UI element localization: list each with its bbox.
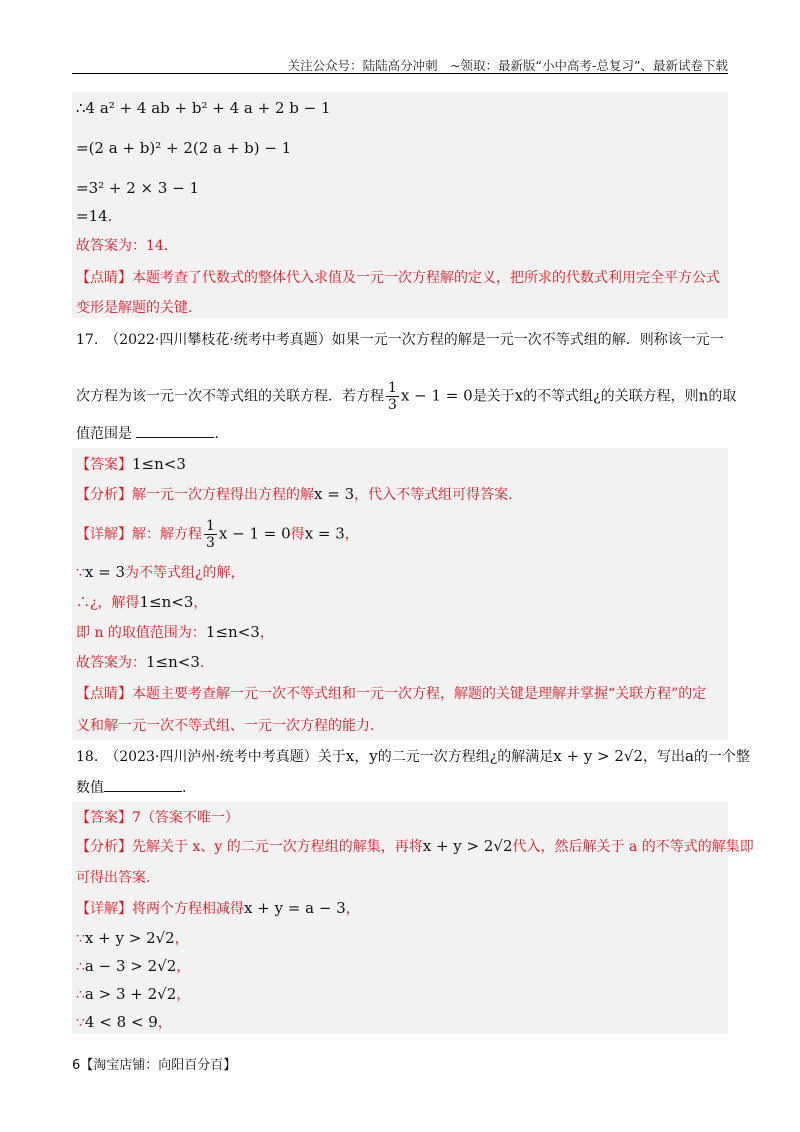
q18-stem-2-end: . bbox=[182, 780, 187, 796]
q18-analysis-tag: 【分析】 bbox=[76, 839, 132, 855]
q17-d4-a: 即 n 的取值范围为： bbox=[76, 625, 206, 641]
q17-answer-tag: 【答案】 bbox=[76, 457, 132, 473]
q16-line-1: ∴4 a² + 4 ab + b² + 4 a + 2 b − 1 bbox=[76, 99, 331, 117]
q17-answer-line bbox=[76, 454, 186, 475]
q18-stem-2: 数值 bbox=[76, 780, 104, 796]
q16-line-3: =3² + 2 × 3 − 1 bbox=[76, 179, 200, 197]
q17-d5-a: 故答案为： bbox=[76, 655, 146, 671]
q18-vars: x，y bbox=[345, 747, 378, 765]
q17-d5-b: 1≤n<3 bbox=[146, 653, 200, 671]
q17-fraction bbox=[386, 380, 399, 413]
q17-detail-fraction bbox=[204, 518, 217, 551]
q18-d3-a: ∴ bbox=[76, 959, 85, 975]
q18-detail-a: 将两个方程相减得 bbox=[132, 901, 244, 917]
q18-answer-line bbox=[76, 808, 239, 828]
q18-detail-c: ， bbox=[345, 901, 360, 917]
q18-analysis-b: x + y > 2√2 bbox=[422, 837, 513, 855]
q18-stem-line-2 bbox=[76, 778, 186, 798]
q17-detail-frac-num: 1 bbox=[206, 518, 215, 534]
q18-stem-1e: ，写出 bbox=[643, 749, 686, 765]
q17-var-x: x bbox=[514, 386, 524, 405]
q18-stem-1a: 18. （2023·四川泸州·统考中考真题）关于 bbox=[76, 749, 346, 765]
q18-d3-b: a − 3 > 2√2 bbox=[84, 957, 177, 975]
q17-stem-2a: 次方程为该一元一次不等式组的关联方程．若方程 bbox=[76, 388, 384, 405]
q17-stem-2g: 的取 bbox=[708, 388, 737, 405]
page-footer bbox=[72, 1054, 236, 1073]
q18-stem-1g: 的一个整 bbox=[694, 749, 750, 765]
q17-var-n: n bbox=[698, 386, 709, 405]
q17-detail-line-3 bbox=[76, 592, 207, 613]
q17-comment-line-2: 义和解一元一次不等式组、一元一次方程的能力. bbox=[76, 718, 375, 734]
q17-analysis-b: x = 3 bbox=[314, 485, 355, 503]
q17-comment-text-1: 本题主要考查解一元一次不等式组和一元一次方程，解题的关键是理解并掌握“关联方程”的定 bbox=[132, 686, 707, 702]
q18-d5-a: ∵ bbox=[76, 1015, 85, 1031]
q17-d3-b: 1≤n<3 bbox=[139, 593, 194, 611]
q17-analysis-c: ，代入不等式组可得答案. bbox=[354, 487, 513, 503]
q16-comment-line-2: 变形是解题的关键. bbox=[76, 300, 193, 316]
q18-answer-tag: 【答案】 bbox=[76, 810, 132, 826]
q17-stem-2c: 是关于 bbox=[472, 388, 515, 405]
q18-d2-a: ∵ bbox=[76, 931, 85, 947]
q17-answer-blank bbox=[136, 425, 214, 438]
q17-detail-c: 得 bbox=[290, 526, 305, 543]
q18-analysis-line-2: 可得出答案. bbox=[76, 870, 151, 886]
q17-d5-c: . bbox=[199, 655, 205, 671]
q18-var-a: a bbox=[685, 747, 694, 765]
q17-d4-c: ， bbox=[259, 625, 274, 641]
q16-comment-tag: 【点睛】 bbox=[76, 270, 132, 286]
q16-comment-line-1 bbox=[76, 268, 720, 288]
header-rule bbox=[72, 73, 728, 74]
q18-analysis-line-1 bbox=[76, 836, 754, 857]
q16-line-4-end: . bbox=[107, 207, 113, 225]
q17-detail-d: x = 3 bbox=[304, 524, 345, 543]
q17-detail-line-5 bbox=[76, 652, 204, 673]
q17-detail-tag: 【详解】 bbox=[76, 526, 132, 543]
q18-d5-b: 4 < 8 < 9 bbox=[84, 1013, 158, 1031]
q18-detail-line-3 bbox=[76, 956, 190, 977]
q18-d4-b: a > 3 + 2√2 bbox=[84, 985, 177, 1003]
q17-detail-line bbox=[76, 518, 359, 551]
q17-stem-3: 值范围是 bbox=[76, 426, 132, 442]
q18-d2-b: x + y > 2√2 bbox=[84, 929, 175, 947]
q17-stem-line-1: 17. （2022·四川攀枝花·统考中考真题）如果一元一次方程的解是一元一次不等式组的解．则称该一元一 bbox=[76, 332, 724, 348]
q16-comment-text-1: 本题考查了代数式的整体代入求值及一元一次方程解的定义，把所求的代数式利用完全平方公式 bbox=[132, 270, 720, 286]
q17-detail-e: ， bbox=[344, 526, 359, 543]
q17-comment-tag: 【点睛】 bbox=[76, 686, 132, 702]
q17-stem-3-end: . bbox=[214, 426, 219, 442]
q17-stem-2e: 的不等式组¿的关联方程，则 bbox=[523, 388, 699, 405]
q16-line-2: =(2 a + b)² + 2(2 a + b) − 1 bbox=[76, 139, 292, 157]
q17-d2-a: ∵ bbox=[76, 565, 85, 581]
q16-line-4-value: =14 bbox=[76, 207, 108, 225]
q18-stem-1c: 的二元一次方程组¿的解满足 bbox=[377, 749, 554, 765]
q17-detail-frac-den: 3 bbox=[206, 535, 215, 551]
q18-detail-line-2 bbox=[76, 928, 189, 949]
q18-answer: 7（答案不唯一） bbox=[132, 810, 239, 826]
q17-stem-line-2 bbox=[76, 380, 736, 413]
q17-frac-num: 1 bbox=[388, 380, 397, 396]
q18-answer-blank bbox=[104, 779, 182, 792]
q18-d2-c: ， bbox=[174, 931, 189, 947]
q18-detail-line bbox=[76, 898, 360, 919]
q17-analysis-a: 解一元一次方程得出方程的解 bbox=[132, 487, 314, 503]
q18-condition: x + y > 2√2 bbox=[553, 747, 644, 765]
q17-analysis-line bbox=[76, 484, 513, 505]
q18-d4-c: ， bbox=[176, 987, 191, 1003]
q17-d3-a: ∴¿，解得 bbox=[76, 595, 140, 611]
q16-line-4 bbox=[76, 206, 112, 226]
q18-detail-tag: 【详解】 bbox=[76, 901, 132, 917]
q18-detail-line-5 bbox=[76, 1012, 172, 1033]
q17-d4-b: 1≤n<3 bbox=[205, 623, 260, 641]
q17-answer: 1≤n<3 bbox=[132, 455, 186, 473]
page-header: 关注公众号：陆陆高分冲刺 ~领取：最新版“小中高考-总复习”、最新试卷下载 bbox=[287, 58, 728, 73]
q17-detail-line-4 bbox=[76, 622, 274, 643]
q17-frac-den: 3 bbox=[388, 397, 397, 413]
q18-d5-c: ， bbox=[157, 1015, 172, 1031]
q17-d2-c: 为不等式组¿的解， bbox=[125, 565, 245, 581]
q18-analysis-c: 代入，然后解关于 a 的不等式的解集即 bbox=[512, 839, 754, 855]
q18-analysis-a: 先解关于 x、y 的二元一次方程组的解集，再将 bbox=[132, 839, 423, 855]
q17-detail-line-2 bbox=[76, 562, 245, 583]
q17-detail-b: x − 1 = 0 bbox=[218, 524, 291, 543]
q17-comment-line-1 bbox=[76, 684, 706, 704]
footer-shop: 【淘宝店铺：向阳百分百】 bbox=[80, 1058, 237, 1073]
q17-d2-b: x = 3 bbox=[84, 563, 126, 581]
q18-d4-a: ∴ bbox=[76, 987, 85, 1003]
q18-d3-c: ， bbox=[176, 959, 191, 975]
q17-analysis-tag: 【分析】 bbox=[76, 487, 132, 503]
q17-equation: x − 1 = 0 bbox=[400, 386, 473, 405]
q18-detail-b: x + y = a − 3 bbox=[244, 899, 346, 917]
q18-detail-line-4 bbox=[76, 984, 190, 1005]
page-number: 6 bbox=[72, 1058, 81, 1073]
q17-stem-line-3 bbox=[76, 424, 219, 444]
q16-answer: 故答案为：14． bbox=[76, 238, 178, 254]
q17-detail-a: 解：解方程 bbox=[132, 526, 202, 543]
q18-stem-line-1 bbox=[76, 746, 750, 767]
q17-d3-c: ， bbox=[193, 595, 208, 611]
